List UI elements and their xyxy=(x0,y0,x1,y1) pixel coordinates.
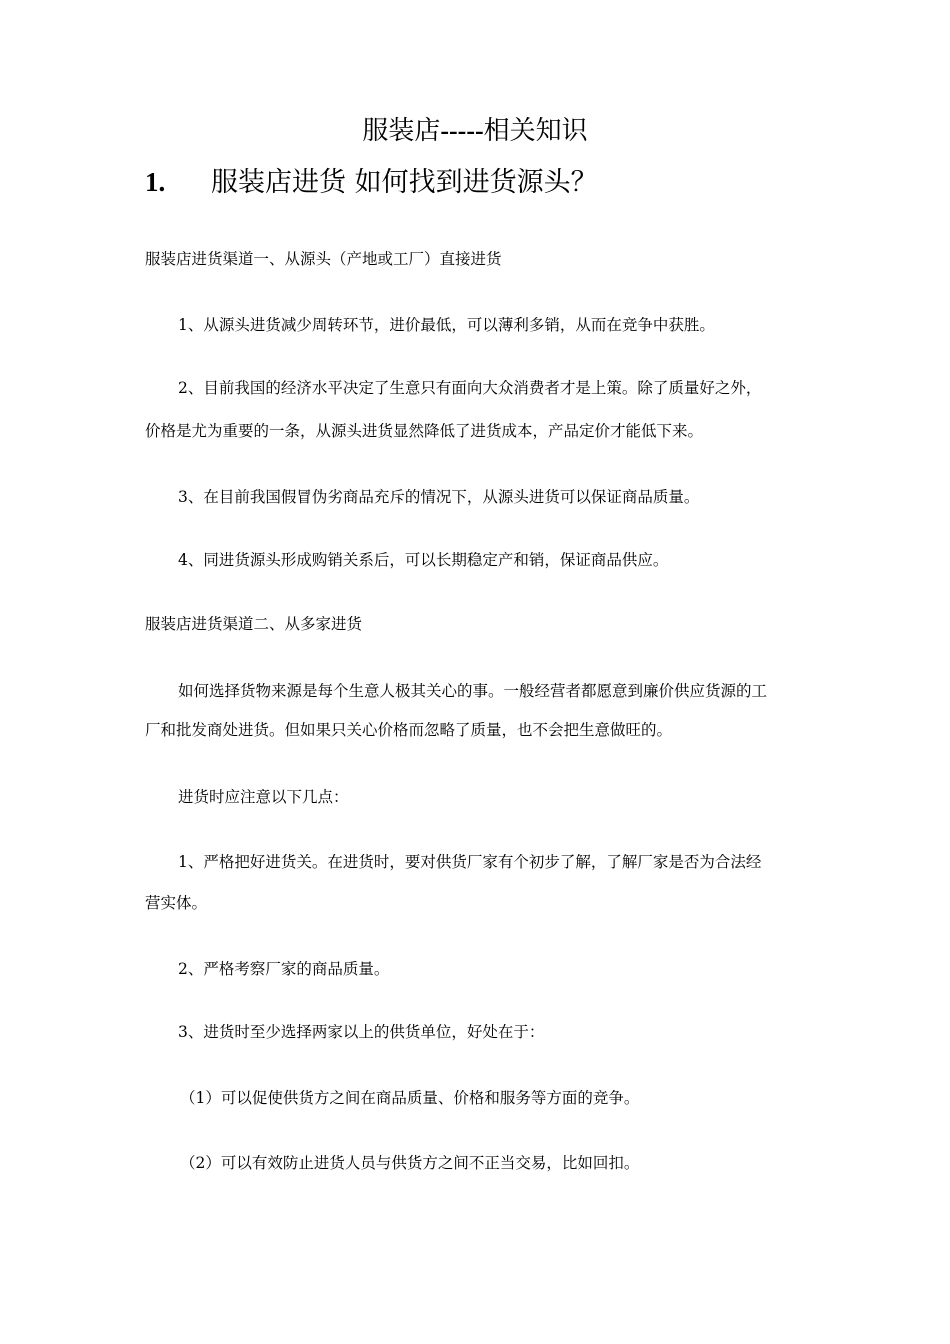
paragraph-line: 价格是尤为重要的一条，从源头进货显然降低了进货成本，产品定价才能低下来。 xyxy=(145,422,704,440)
paragraph-line: 4、同进货源头形成购销关系后，可以长期稳定产和销，保证商品供应。 xyxy=(178,551,669,569)
paragraph-line: 2、严格考察厂家的商品质量。 xyxy=(178,960,390,978)
paragraph-line: 厂和批发商处进货。但如果只关心价格而忽略了质量，也不会把生意做旺的。 xyxy=(145,721,673,739)
paragraph-line: 3、在目前我国假冒伪劣商品充斥的情况下，从源头进货可以保证商品质量。 xyxy=(178,488,700,506)
paragraph-line: 营实体。 xyxy=(145,894,208,912)
title-suffix: 相关知识 xyxy=(483,116,588,146)
paragraph-line: 2、目前我国的经济水平决定了生意只有面向大众消费者才是上策。除了质量好之外， xyxy=(178,379,762,397)
paragraph-line: 3、进货时至少选择两家以上的供货单位，好处在于： xyxy=(178,1023,545,1041)
document-title xyxy=(0,114,950,148)
paragraph-line: 1、从源头进货减少周转环节，进价最低，可以薄利多销，从而在竞争中获胜。 xyxy=(178,316,715,334)
paragraph-line: 进货时应注意以下几点： xyxy=(178,788,349,806)
paragraph-line: （2）可以有效防止进货人员与供货方之间不正当交易，比如回扣。 xyxy=(180,1154,640,1172)
heading-number: 1. xyxy=(145,167,166,197)
paragraph-line: （1）可以促使供货方之间在商品质量、价格和服务等方面的竞争。 xyxy=(180,1089,640,1107)
title-dashes: ----- xyxy=(440,116,484,145)
channel-one-heading: 服装店进货渠道一、从源头（产地或工厂）直接进货 xyxy=(145,250,502,268)
section-heading xyxy=(145,164,598,201)
channel-two-heading: 服装店进货渠道二、从多家进货 xyxy=(145,615,363,633)
paragraph-line: 如何选择货物来源是每个生意人极其关心的事。一般经营者都愿意到廉价供应货源的工 xyxy=(178,682,768,700)
heading-text: 服装店进货 如何找到进货源头？ xyxy=(211,167,598,198)
paragraph-line: 1、严格把好进货关。在进货时，要对供货厂家有个初步了解，了解厂家是否为合法经 xyxy=(178,853,762,871)
title-prefix: 服装店 xyxy=(362,116,441,146)
